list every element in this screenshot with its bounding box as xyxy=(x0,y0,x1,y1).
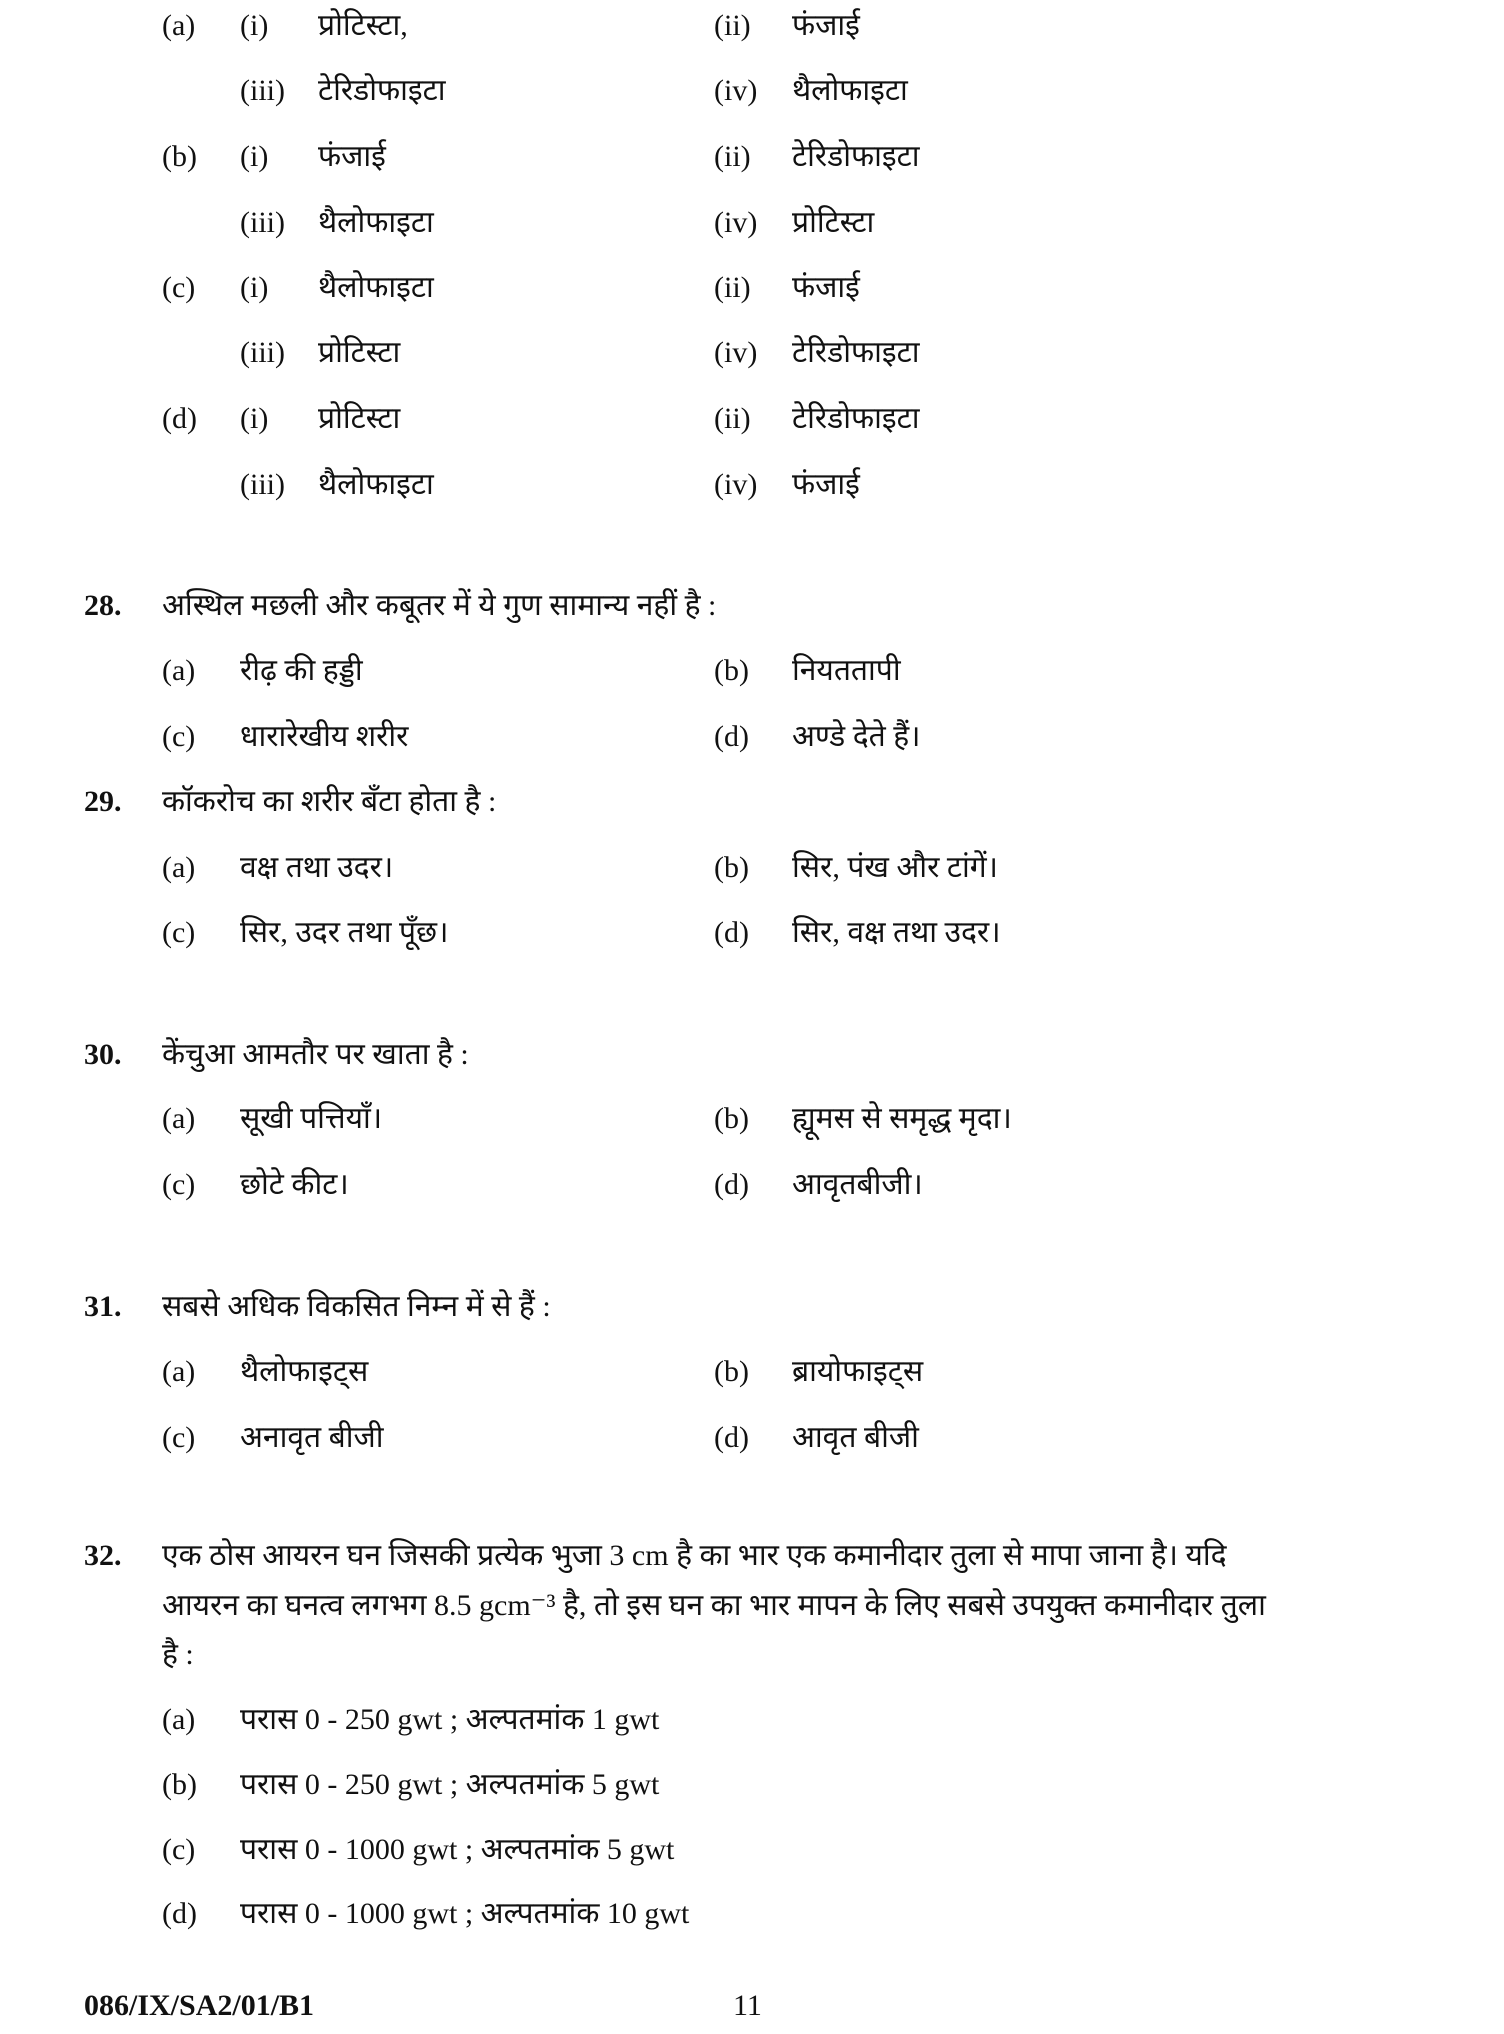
option-label: (b) xyxy=(714,1102,749,1135)
sub-item-text: प्रोटिस्टा, xyxy=(318,9,408,42)
question-text: केंचुआ आमतौर पर खाता है : xyxy=(162,1038,469,1071)
sub-item-text: प्रोटिस्टा xyxy=(792,206,875,239)
question-text: है : xyxy=(162,1638,194,1671)
sub-item-label: (iv) xyxy=(714,336,758,369)
sub-item-text: फंजाई xyxy=(792,9,860,42)
sub-item-label: (ii) xyxy=(714,402,751,435)
option-label: (c) xyxy=(162,1833,196,1866)
page-number: 11 xyxy=(733,1989,762,2022)
option-text: सिर, वक्ष तथा उदर। xyxy=(792,916,1001,949)
option-label: (a) xyxy=(162,1703,196,1736)
sub-item-text: फंजाई xyxy=(792,271,860,304)
option-label: (a) xyxy=(162,1102,196,1135)
sub-item-text: टेरिडोफाइटा xyxy=(792,140,920,173)
option-label: (b) xyxy=(714,1355,749,1388)
option-text: धारारेखीय शरीर xyxy=(240,720,409,753)
option-text: अण्डे देते हैं। xyxy=(792,720,921,753)
option-text: ब्रायोफाइट्स xyxy=(792,1355,924,1388)
question-text: आयरन का घनत्व लगभग 8.5 gcm⁻³ है, तो इस घन का भार मापन के लिए सबसे उपयुक्त कमानीदार तुला xyxy=(162,1589,1266,1622)
sub-item-text: प्रोटिस्टा xyxy=(318,402,401,435)
option-label: (c) xyxy=(162,916,196,949)
sub-item-label: (iv) xyxy=(714,206,758,239)
option-label: (d) xyxy=(162,1897,197,1930)
sub-item-label: (iii) xyxy=(240,468,285,501)
option-label: (a) xyxy=(162,1355,196,1388)
sub-item-label: (iv) xyxy=(714,468,758,501)
option-text: आवृतबीजी। xyxy=(792,1168,923,1201)
option-text: छोटे कीट। xyxy=(240,1168,349,1201)
sub-item-label: (ii) xyxy=(714,9,751,42)
sub-item-text: टेरिडोफाइटा xyxy=(318,74,446,107)
option-label: (b) xyxy=(714,654,749,687)
sub-item-label: (i) xyxy=(240,140,269,173)
sub-item-label: (iv) xyxy=(714,74,758,107)
option-text: वक्ष तथा उदर। xyxy=(240,851,394,884)
option-label: (b) xyxy=(162,140,197,173)
sub-item-text: थैलोफाइटा xyxy=(318,206,434,239)
option-label: (d) xyxy=(714,720,749,753)
question-number: 32. xyxy=(84,1539,122,1572)
question-number: 31. xyxy=(84,1290,122,1323)
question-text: एक ठोस आयरन घन जिसकी प्रत्येक भुजा 3 cm है का भार एक कमानीदार तुला से मापा जाना है। यदि xyxy=(162,1539,1227,1572)
option-text: परास 0 - 250 gwt ; अल्पतमांक 1 gwt xyxy=(240,1703,660,1736)
option-text: नियततापी xyxy=(792,654,901,687)
sub-item-text: थैलोफाइटा xyxy=(318,271,434,304)
option-text: थैलोफाइट्स xyxy=(240,1355,369,1388)
option-text: सूखी पत्तियाँ। xyxy=(240,1102,383,1135)
option-label: (d) xyxy=(714,1168,749,1201)
option-text: सिर, पंख और टांगें। xyxy=(792,851,999,884)
option-label: (c) xyxy=(162,1168,196,1201)
option-text: आवृत बीजी xyxy=(792,1421,919,1454)
option-text: सिर, उदर तथा पूँछ। xyxy=(240,916,449,949)
sub-item-label: (i) xyxy=(240,271,269,304)
option-text: अनावृत बीजी xyxy=(240,1421,384,1454)
option-label: (a) xyxy=(162,654,196,687)
sub-item-label: (iii) xyxy=(240,336,285,369)
option-label: (c) xyxy=(162,271,196,304)
question-text: अस्थिल मछली और कबूतर में ये गुण सामान्य नहीं है : xyxy=(162,589,717,622)
sub-item-text: थैलोफाइटा xyxy=(792,74,908,107)
sub-item-label: (iii) xyxy=(240,74,285,107)
option-label: (c) xyxy=(162,720,196,753)
option-label: (b) xyxy=(162,1768,197,1801)
option-label: (c) xyxy=(162,1421,196,1454)
option-label: (d) xyxy=(714,1421,749,1454)
paper-code: 086/IX/SA2/01/B1 xyxy=(84,1989,315,2022)
option-label: (d) xyxy=(714,916,749,949)
option-text: परास 0 - 250 gwt ; अल्पतमांक 5 gwt xyxy=(240,1768,660,1801)
option-text: परास 0 - 1000 gwt ; अल्पतमांक 10 gwt xyxy=(240,1897,690,1930)
sub-item-text: टेरिडोफाइटा xyxy=(792,336,920,369)
sub-item-text: थैलोफाइटा xyxy=(318,468,434,501)
sub-item-text: फंजाई xyxy=(318,140,386,173)
question-text: सबसे अधिक विकसित निम्न में से हैं : xyxy=(162,1290,551,1323)
sub-item-label: (i) xyxy=(240,402,269,435)
question-text: कॉकरोच का शरीर बँटा होता है : xyxy=(162,785,497,818)
option-label: (d) xyxy=(162,402,197,435)
sub-item-text: फंजाई xyxy=(792,468,860,501)
sub-item-label: (i) xyxy=(240,9,269,42)
sub-item-text: प्रोटिस्टा xyxy=(318,336,401,369)
option-label: (a) xyxy=(162,851,196,884)
sub-item-text: टेरिडोफाइटा xyxy=(792,402,920,435)
question-number: 30. xyxy=(84,1038,122,1071)
sub-item-label: (ii) xyxy=(714,140,751,173)
option-text: ह्यूमस से समृद्ध मृदा। xyxy=(792,1102,1012,1135)
sub-item-label: (iii) xyxy=(240,206,285,239)
question-number: 29. xyxy=(84,785,122,818)
option-label: (b) xyxy=(714,851,749,884)
option-label: (a) xyxy=(162,9,196,42)
option-text: रीढ़ की हड्डी xyxy=(240,654,363,687)
option-text: परास 0 - 1000 gwt ; अल्पतमांक 5 gwt xyxy=(240,1833,675,1866)
question-number: 28. xyxy=(84,589,122,622)
sub-item-label: (ii) xyxy=(714,271,751,304)
